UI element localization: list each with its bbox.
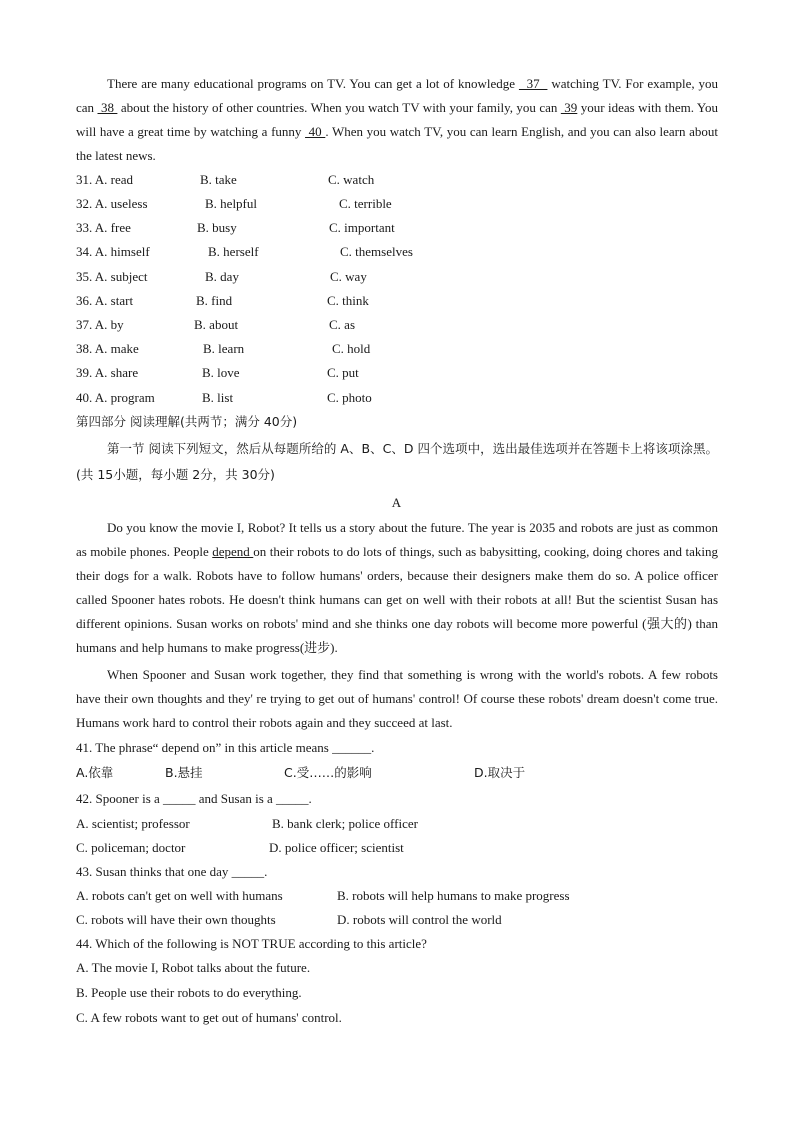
option-c: C.受……的影响 (284, 765, 372, 780)
option-a: 34. A. himself (76, 244, 150, 259)
blank-37: 37 (518, 76, 548, 91)
option-c: C. A few robots want to get out of humans' control. (76, 1010, 342, 1025)
option-b: B. take (200, 172, 237, 187)
passage-text: on their robots to do lots of things, such as babysitting, cooking, doing chores and taking their dogs for a walk. Robots have to follow humans' orders, because their designers make them do so. A police officer called Spooner hates robots. He doesn't think humans can get on well with their robots at all! But the scientist Susan has different opinions. Susan works on robots' mind and she thinks one day robots will become more powerful (强大的) than humans and help humans to make progress(进步). (76, 544, 718, 656)
option-b: B. list (202, 390, 234, 405)
cloze-passage (76, 72, 718, 168)
cloze-text-3: about the history of other countries. When you watch TV with your family, you can (117, 100, 561, 116)
option-c: C. themselves (340, 244, 413, 259)
option-d: D.取决于 (474, 765, 526, 780)
option-c: C. photo (327, 390, 372, 405)
option-a: A. The movie I, Robot talks about the future. (76, 960, 311, 975)
underlined-word: depend (212, 544, 254, 560)
option-a: 31. A. read (76, 172, 134, 187)
question-43: 43. Susan thinks that one day _____. (76, 864, 268, 879)
option-c: C. important (329, 220, 395, 235)
option-b: B. bank clerk; police officer (272, 816, 418, 831)
passage-paragraph-2: When Spooner and Susan work together, they find that something is wrong with the world's robots. A few robots have their own thoughts and they' re trying to get out of humans' control! Of course these robots' dream doesn't come true. Humans work hard to control their robots again and they succeed at last. (76, 667, 718, 731)
option-c: C. watch (328, 172, 375, 187)
option-a: 39. A. share (76, 365, 139, 380)
blank-40: 40 (305, 124, 326, 140)
question-41: 41. The phrase“ depend on” in this article means ______. (76, 740, 375, 755)
option-b: B. robots will help humans to make progress (337, 888, 570, 903)
option-b: B. about (194, 317, 239, 332)
option-a: 35. A. subject (76, 269, 148, 284)
cloze-text-5: . When you watch TV, you can learn English, and you can also learn about the latest news. (76, 124, 719, 164)
option-b: B. learn (203, 341, 245, 356)
option-c: C. as (329, 317, 355, 332)
option-b: B. find (196, 293, 233, 308)
option-b: B. People use their robots to do everything. (76, 985, 302, 1000)
option-a: 37. A. by (76, 317, 124, 332)
option-b: B. helpful (205, 196, 257, 211)
option-c: C. way (330, 269, 367, 284)
option-a: 32. A. useless (76, 196, 148, 211)
option-c: C. hold (332, 341, 371, 356)
option-c: C. robots will have their own thoughts (76, 912, 276, 927)
question-44: 44. Which of the following is NOT TRUE according to this article? (76, 936, 427, 951)
option-a: 36. A. start (76, 293, 134, 308)
option-a: A. robots can't get on well with humans (76, 888, 283, 903)
question-42: 42. Spooner is a _____ and Susan is a _____. (76, 791, 312, 806)
option-d: D. police officer; scientist (269, 840, 404, 855)
option-c: C. terrible (339, 196, 392, 211)
option-a: A. scientist; professor (76, 816, 190, 831)
option-a: A.依靠 (76, 765, 114, 780)
option-a: 38. A. make (76, 341, 139, 356)
option-b: B. day (205, 269, 239, 284)
passage-text: Do you know the movie I, Robot? It tells us a story about the future. The year is 2035 and robots are just as common as mobile phones. People (76, 520, 718, 560)
option-b: B.悬挂 (165, 765, 203, 780)
option-b: B. busy (197, 220, 237, 235)
option-a: 33. A. free (76, 220, 131, 235)
cloze-text-2: watching TV. For example, you can (76, 76, 718, 116)
option-b: B. herself (208, 244, 259, 259)
cloze-text-4: your ideas with them. You will have a great time by watching a funny (76, 100, 719, 140)
option-c: C. policeman; doctor (76, 840, 186, 855)
option-c: C. put (327, 365, 359, 380)
option-a: 40. A. program (76, 390, 155, 405)
option-c: C. think (327, 293, 369, 308)
section-instructions: 第一节 阅读下列短文，然后从每题所给的 A、B、C、D 四个选项中，选出最佳选项并在答题卡上将该项涂黑。(共 15小题，每小题 2分，共 30分) (76, 441, 718, 482)
blank-38: 38 (97, 100, 118, 116)
section-heading: 第四部分 阅读理解(共两节；满分 40分) (76, 414, 298, 429)
blank-39: 39 (560, 100, 578, 116)
passage-paragraph-1 (76, 516, 718, 661)
cloze-text-1: There are many educational programs on TV. You can get a lot of knowledge (107, 76, 519, 91)
passage-label: A (391, 495, 402, 510)
option-d: D. robots will control the world (337, 912, 502, 927)
option-b: B. love (202, 365, 240, 380)
